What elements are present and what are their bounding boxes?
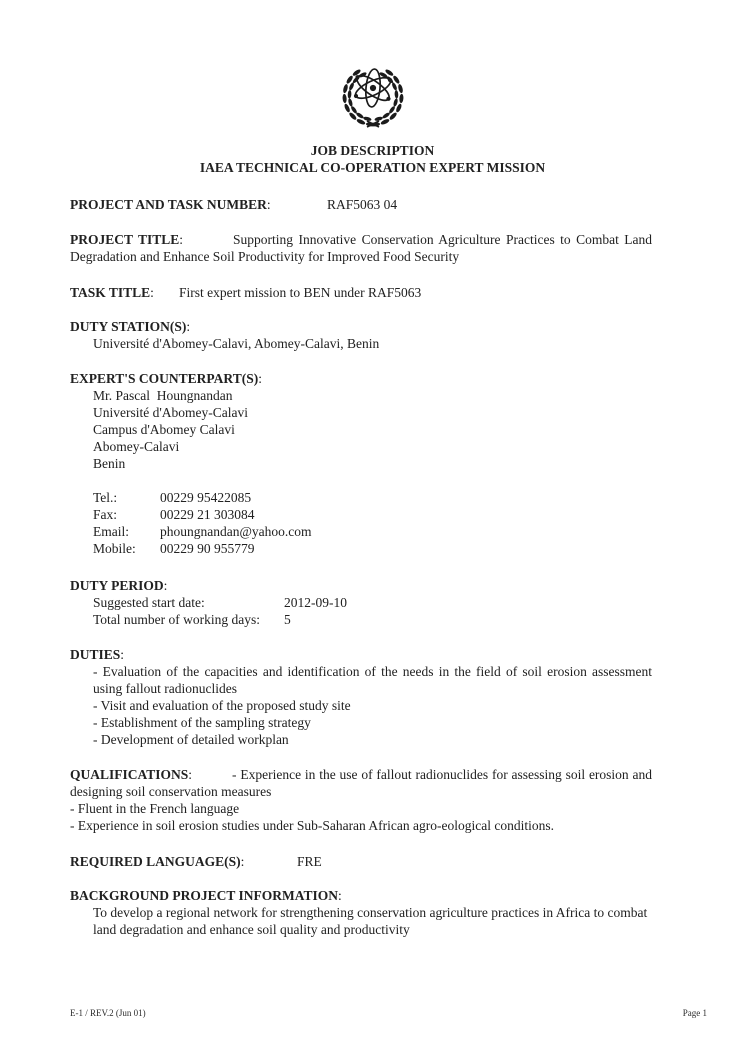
section-project-number — [70, 196, 652, 213]
iaea-logo-icon — [340, 118, 406, 133]
contact-row — [70, 540, 652, 557]
counterpart-line: Université d'Abomey-Calavi — [93, 405, 249, 420]
field-value: First expert mission to BEN under RAF5063 — [179, 285, 422, 300]
qualification-item: - Experience in the use of fallout radionuclides for assessing soil erosion and designing soil conservation measures — [70, 767, 652, 799]
doc-subtitle: IAEA TECHNICAL CO-OPERATION EXPERT MISSION — [199, 160, 546, 175]
footer-form-code: E-1 / REV.2 (Jun 01) — [70, 1008, 146, 1018]
section-counterpart — [70, 370, 652, 557]
colon: : — [163, 578, 168, 593]
colon: : — [186, 319, 191, 334]
contact-value: 00229 90 955779 — [160, 541, 255, 556]
field-label: QUALIFICATIONS — [70, 767, 189, 782]
colon: : — [338, 888, 342, 903]
contact-label: Tel.: — [93, 490, 118, 505]
field-label: DUTY PERIOD — [70, 578, 164, 593]
field-value: Université d'Abomey-Calavi, Abomey-Calavi, Benin — [93, 336, 380, 351]
section-project-title — [70, 231, 652, 265]
duty-item: - Evaluation of the capacities and identification of the needs in the field of soil erosion assessment using fallout radionuclides — [93, 664, 652, 696]
duty-period-row — [70, 594, 652, 611]
row-value: 2012-09-10 — [284, 595, 347, 610]
qualification-item: - Fluent in the French language — [70, 801, 240, 816]
field-label: PROJECT AND TASK NUMBER — [70, 197, 267, 212]
duty-item: - Establishment of the sampling strategy — [93, 715, 311, 730]
contact-list — [70, 489, 652, 557]
contact-row — [70, 489, 652, 506]
section-background — [70, 887, 652, 938]
section-duty-station — [70, 318, 652, 352]
contact-row — [70, 506, 652, 523]
background-text: To develop a regional network for strengthening conservation agriculture practices in Africa to combat land degradation and enhance soil quality and productivity — [93, 905, 648, 937]
field-label: BACKGROUND PROJECT INFORMATION — [70, 888, 339, 903]
section-qualifications — [70, 766, 652, 834]
colon: : — [120, 647, 125, 662]
doc-title: JOB DESCRIPTION — [310, 143, 435, 158]
field-label: DUTIES — [70, 647, 121, 662]
duty-item: - Development of detailed workplan — [93, 732, 289, 747]
footer-page-number: Page 1 — [682, 1008, 707, 1018]
section-duties — [70, 646, 652, 748]
qualification-item: - Experience in soil erosion studies under Sub-Saharan African agro-eological conditions. — [70, 818, 554, 833]
field-label: TASK TITLE — [70, 285, 151, 300]
colon: : — [179, 232, 183, 247]
contact-label: Fax: — [93, 507, 118, 522]
counterpart-line: Campus d'Abomey Calavi — [93, 422, 235, 437]
field-label: DUTY STATION(S) — [70, 319, 187, 334]
contact-label: Email: — [93, 524, 129, 539]
counterpart-name: Mr. Pascal Houngnandan — [93, 388, 233, 403]
contact-label: Mobile: — [93, 541, 136, 556]
section-required-language — [70, 853, 652, 870]
contact-row — [70, 523, 652, 540]
section-task-title — [70, 284, 652, 301]
field-label: REQUIRED LANGUAGE(S) — [70, 854, 241, 869]
field-label: PROJECT TITLE — [70, 232, 180, 247]
contact-value: phoungnandan@yahoo.com — [160, 524, 312, 539]
logo-container — [0, 0, 745, 134]
field-value: Supporting Innovative Conservation Agriculture Practices to Combat Land Degradation and Enhance Soil Productivity for Improved Food Security — [70, 232, 652, 264]
row-value: 5 — [284, 612, 291, 627]
colon: : — [188, 767, 193, 782]
field-value: RAF5063 04 — [327, 197, 398, 212]
page-footer — [0, 1008, 745, 1019]
row-label: Suggested start date: — [93, 595, 205, 610]
colon: : — [258, 371, 262, 386]
colon: : — [150, 285, 154, 300]
contact-value: 00229 95422085 — [160, 490, 252, 505]
field-value: FRE — [297, 854, 322, 869]
colon: : — [266, 197, 271, 212]
counterpart-line: Benin — [93, 456, 126, 471]
row-label: Total number of working days: — [93, 612, 261, 627]
section-duty-period — [70, 577, 652, 628]
colon: : — [240, 854, 245, 869]
contact-value: 00229 21 303084 — [160, 507, 255, 522]
duty-item: - Visit and evaluation of the proposed study site — [93, 698, 351, 713]
field-label: EXPERT'S COUNTERPART(S) — [70, 371, 259, 386]
counterpart-line: Abomey-Calavi — [93, 439, 180, 454]
duty-period-row — [70, 611, 652, 628]
